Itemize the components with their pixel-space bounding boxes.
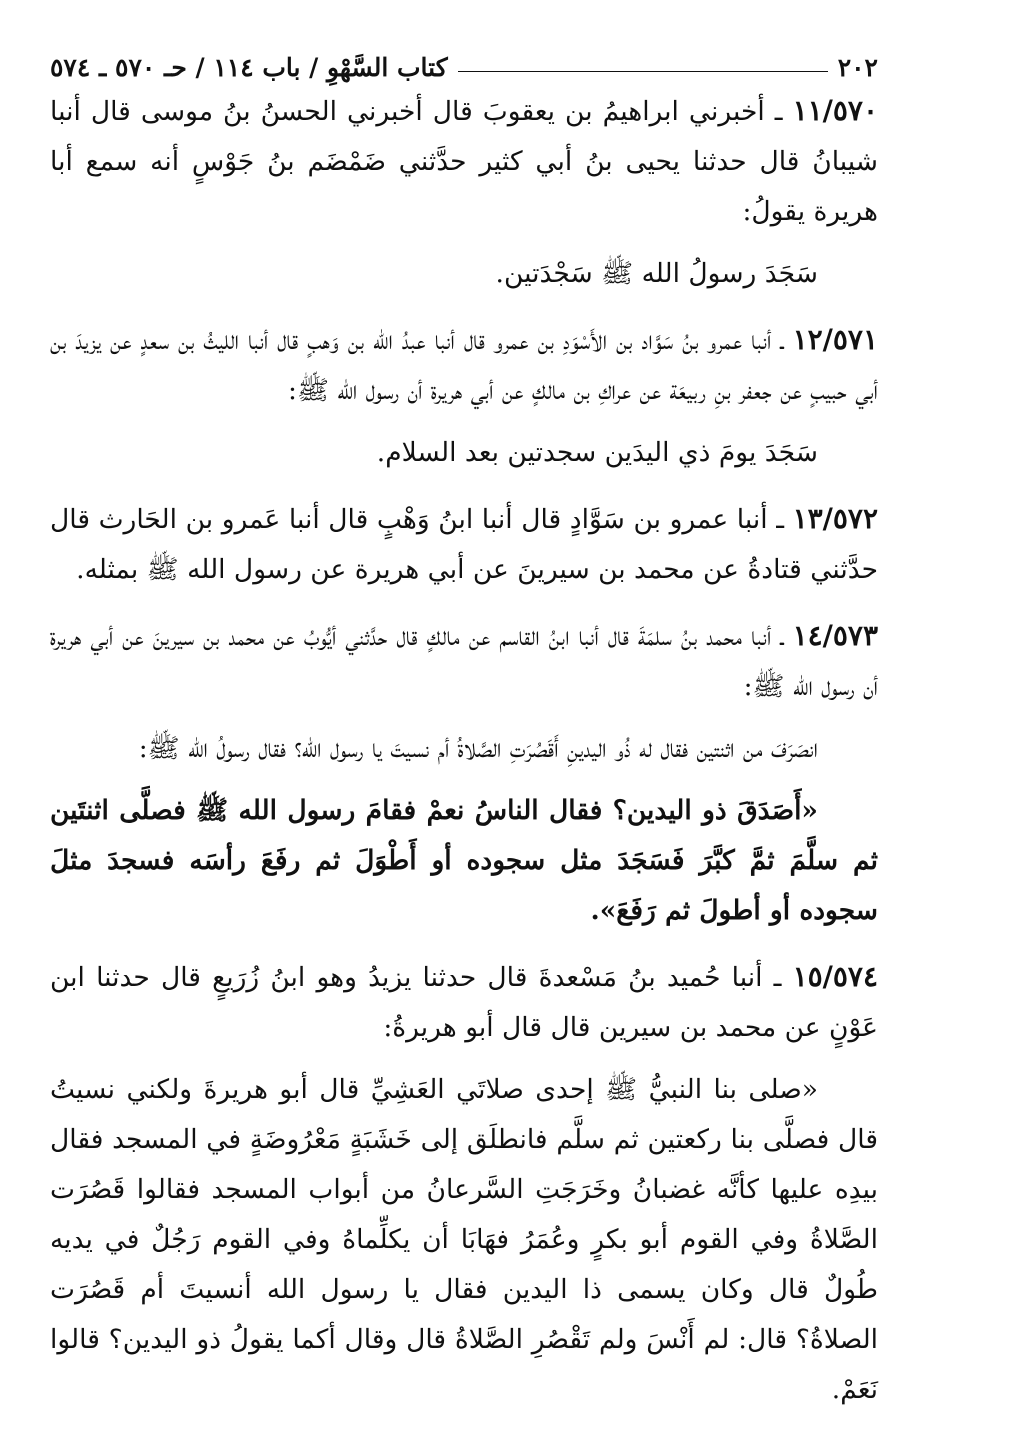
spacer: [50, 595, 878, 607]
page-number: ٢٠٢: [837, 53, 878, 82]
isnad-text: أنبا حُميد بنُ مَسْعدةَ قال حدثنا يزيدُ وهو ابنُ زُرَيعٍ قال حدثنا ابن عَوْنٍ عن محمد بن سيرين قال قال أبو هريرةُ:: [50, 962, 878, 1043]
hadith-number: ١١/٥٧٠: [792, 94, 878, 127]
isnad-text: أنبا عمرو بن سَوَّادٍ قال أنبا ابنُ وَهْبٍ قال أنبا عَمرو بن الحَارث قال حدَّثني قتادةُ عن محمد بن سيرينَ عن أبي هريرة عن رسول الله ﷺ بمثله.: [50, 504, 878, 585]
page-body: [50, 86, 878, 1415]
running-title: كتاب السَّهْوِ / باب ١١٤ / حـ ٥٧٠ ـ ٥٧٤: [50, 53, 448, 82]
isnad-text: أنبا عمرو بنُ سَوَّاد بن الأَسْوَدِ بن عمرو قال أنبا عبدُ الله بن وَهبٍ قال أنبا الليثُ بن سعدٍ عن يزيدَ بن أبي حبيبٍ عن جعفر بنِ ربيعَة عن عراكِ بن مالكٍ عن أبي هريرة أن رسول الله ﷺ:: [50, 325, 878, 406]
hadith-isnad: ١٢/٥٧١ ـ أنبا عمرو بنُ سَوَّاد بن الأَسْوَدِ بن عمرو قال أنبا عبدُ الله بن وَهبٍ قال أنبا الليثُ بن سعدٍ عن يزيدَ بن أبي حبيبٍ عن جعفر بنِ ربيعَة عن عراكِ بن مالكٍ عن أبي هريرة أن رسول الله ﷺ:: [50, 323, 878, 406]
hadith-isnad: ١٤/٥٧٣ ـ أنبا محمد بنُ سلمَةَ قال أنبا ابنُ القاسم عن مالكٍ قال حدَّثني أيُّوبُ عن محمد بن سيرينَ عن أبي هريرة أن رسول الله ﷺ:: [50, 619, 878, 702]
isnad-text: أنبا محمد بنُ سلمَةَ قال أنبا ابنُ القاسم عن مالكٍ قال حدَّثني أيُّوبُ عن محمد بن سيرينَ عن أبي هريرة أن رسول الله ﷺ:: [50, 621, 878, 702]
hadith-isnad: ١١/٥٧٠ ـ أخبرني ابراهيمُ بن يعقوبَ قال أخبرني الحسنُ بنُ موسى قال أنبا شيبانُ قال حدثنا يحيى بنُ أبي كثير حدَّثني ضَمْضَم بنُ جَوْسٍ أنه سمع أبا هريرة يقولُ:: [50, 94, 878, 227]
hadith-number: ١٢/٥٧١: [792, 323, 878, 356]
hadith-number: ١٥/٥٧٤: [792, 960, 878, 993]
hadith-matn-quote: «أَصَدَقَ ذو اليدين؟ فقال الناسُ نعمْ فقامَ رسول الله ﷺ فصلَّى اثنتَين ثم سلَّمَ ثمَّ كبَّرَ فَسَجَدَ مثل سجوده أو أَطْوَلَ ثم رفَعَ رأسَه فسجدَ مثلَ سجوده أو أطولَ ثم رَفَعَ».: [50, 795, 878, 926]
hadith-matn: انصَرَفَ من اثنتين فقال له ذُو اليدينِ أَقَصُرَتِ الصَّلاةُ أم نسيتَ يا رسول الله؟ فقال رسولُ الله ﷺ:: [138, 733, 818, 764]
hadith-isnad: ١٥/٥٧٤ ـ أنبا حُميد بنُ مَسْعدةَ قال حدثنا يزيدُ وهو ابنُ زُرَيعٍ قال حدثنا ابن عَوْنٍ عن محمد بن سيرين قال قال أبو هريرةُ:: [50, 960, 878, 1043]
header-rule: [458, 71, 828, 72]
running-header: [50, 40, 878, 82]
spacer: [50, 299, 878, 311]
hadith-matn: «صلى بنا النبيُّ ﷺ إحدى صلاتَي العَشِيِّ قال أبو هريرةَ ولكني نسيتُ قال فصلَّى بنا ركعتين ثم سلَّم فانطلَق إلى خَشَبَةٍ مَعْرُوضَةٍ في المسجد فقال بيدِه عليها كأنَّه غضبانُ وخَرَجَتِ السَّرعانُ من أبواب المسجد فقالوا قَصُرَت الصَّلاةُ وفي القوم أبو بكرٍ وعُمَرُ فهَابَا أن يكلِّماهُ وفي القوم رَجُلٌ في يديه طُولٌ قال وكان يسمى ذا اليدين فقال يا رسول الله أنسيتَ أم قَصُرَت الصلاةُ؟ قال: لم أَنْسَ ولم تَقْصُرِ الصَّلاةُ قال وقال أكما يقولُ ذو اليدين؟ قالوا نَعَمْ.: [50, 1074, 878, 1405]
hadith-isnad: ١٣/٥٧٢ ـ أنبا عمرو بن سَوَّادٍ قال أنبا ابنُ وَهْبٍ قال أنبا عَمرو بن الحَارث قال حدَّثني قتادةُ عن محمد بن سيرينَ عن أبي هريرة عن رسول الله ﷺ بمثله.: [50, 502, 878, 585]
hadith-number: ١٤/٥٧٣: [792, 619, 878, 652]
spacer: [50, 478, 878, 490]
page: [50, 40, 878, 1415]
hadith-number: ١٣/٥٧٢: [792, 502, 878, 535]
spacer: [50, 936, 878, 948]
hadith-matn: سَجَدَ يومَ ذي اليدَين سجدتين بعد السلام.: [376, 437, 818, 468]
hadith-matn: سَجَدَ رسولُ الله ﷺ سَجْدَتين.: [495, 258, 818, 289]
isnad-text: أخبرني ابراهيمُ بن يعقوبَ قال أخبرني الحسنُ بنُ موسى قال أنبا شيبانُ قال حدثنا يحيى بنُ أبي كثير حدَّثني ضَمْضَم بنُ جَوْسٍ أنه سمع أبا هريرة يقولُ:: [50, 96, 878, 227]
